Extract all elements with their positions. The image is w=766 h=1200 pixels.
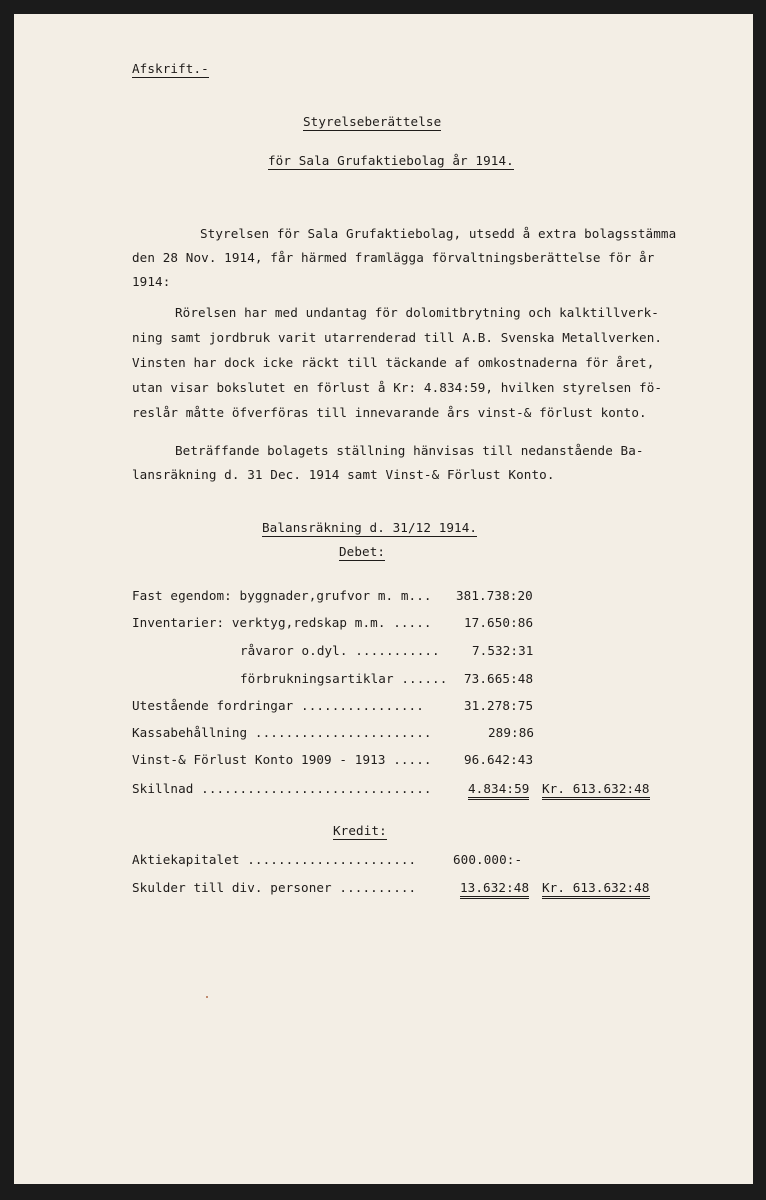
- debet-row-label: Skillnad ..............................: [132, 781, 432, 796]
- kredit-row-label: Aktiekapitalet ......................: [132, 852, 417, 867]
- debet-row-label: Utestående fordringar ................: [132, 698, 424, 713]
- kredit-total: Kr. 613.632:48: [542, 880, 650, 899]
- paragraph-2-line-5: reslår måtte öfverföras till innevarande års vinst-& förlust konto.: [132, 405, 647, 420]
- kredit-row-amount: 13.632:48: [460, 880, 529, 899]
- paragraph-3-line-2: lansräkning d. 31 Dec. 1914 samt Vinst-& Förlust Konto.: [132, 467, 555, 482]
- debet-row-label: Kassabehållning .......................: [132, 725, 432, 740]
- paragraph-1-line-1: Styrelsen för Sala Grufaktiebolag, utsedd å extra bolagsstämma: [200, 226, 677, 241]
- debet-row-amount: 7.532:31: [472, 643, 534, 658]
- paragraph-2-line-2: ning samt jordbruk varit utarrenderad till A.B. Svenska Metallverken.: [132, 330, 663, 345]
- debet-row-amount: 4.834:59: [468, 781, 529, 800]
- kredit-row-amount: 600.000:-: [453, 852, 523, 867]
- paragraph-1-line-3: 1914:: [132, 274, 171, 289]
- debet-row-amount: 31.278:75: [464, 698, 534, 713]
- paper-speck: [206, 996, 208, 998]
- debet-row-amount: 381.738:20: [456, 588, 533, 603]
- debet-row-label: förbrukningsartiklar ......: [240, 671, 448, 686]
- kredit-row-label: Skulder till div. personer ..........: [132, 880, 417, 895]
- paragraph-1-line-2: den 28 Nov. 1914, får härmed framlägga förvaltningsberättelse för år: [132, 250, 655, 265]
- document-title: Styrelseberättelse: [303, 114, 442, 129]
- afskrift-label: Afskrift.-: [132, 61, 209, 76]
- debet-row-label: Fast egendom: byggnader,grufvor m. m...: [132, 588, 432, 603]
- paragraph-3-line-1: Beträffande bolagets ställning hänvisas till nedanstående Ba-: [175, 443, 644, 458]
- debet-row-amount: 96.642:43: [464, 752, 534, 767]
- document-subtitle: för Sala Grufaktiebolag år 1914.: [268, 153, 514, 168]
- debet-heading: Debet:: [339, 544, 386, 559]
- paragraph-2-line-3: Vinsten har dock icke räckt till täckande af omkostnaderna för året,: [132, 355, 655, 370]
- paragraph-2-line-1: Rörelsen har med undantag för dolomitbrytning och kalktillverk-: [175, 305, 659, 320]
- debet-row-amount: 73.665:48: [464, 671, 534, 686]
- debet-row-label: Vinst-& Förlust Konto 1909 - 1913 .....: [132, 752, 432, 767]
- debet-row-amount: 17.650:86: [464, 615, 534, 630]
- debet-row-label: råvaror o.dyl. ...........: [240, 643, 440, 658]
- debet-row-amount: 289:86: [488, 725, 535, 740]
- balance-title: Balansräkning d. 31/12 1914.: [262, 520, 478, 535]
- debet-row-label: Inventarier: verktyg,redskap m.m. .....: [132, 615, 432, 630]
- debet-total: Kr. 613.632:48: [542, 781, 650, 800]
- kredit-heading: Kredit:: [333, 823, 387, 838]
- paragraph-2-line-4: utan visar bokslutet en förlust å Kr: 4.834:59, hvilken styrelsen fö-: [132, 380, 663, 395]
